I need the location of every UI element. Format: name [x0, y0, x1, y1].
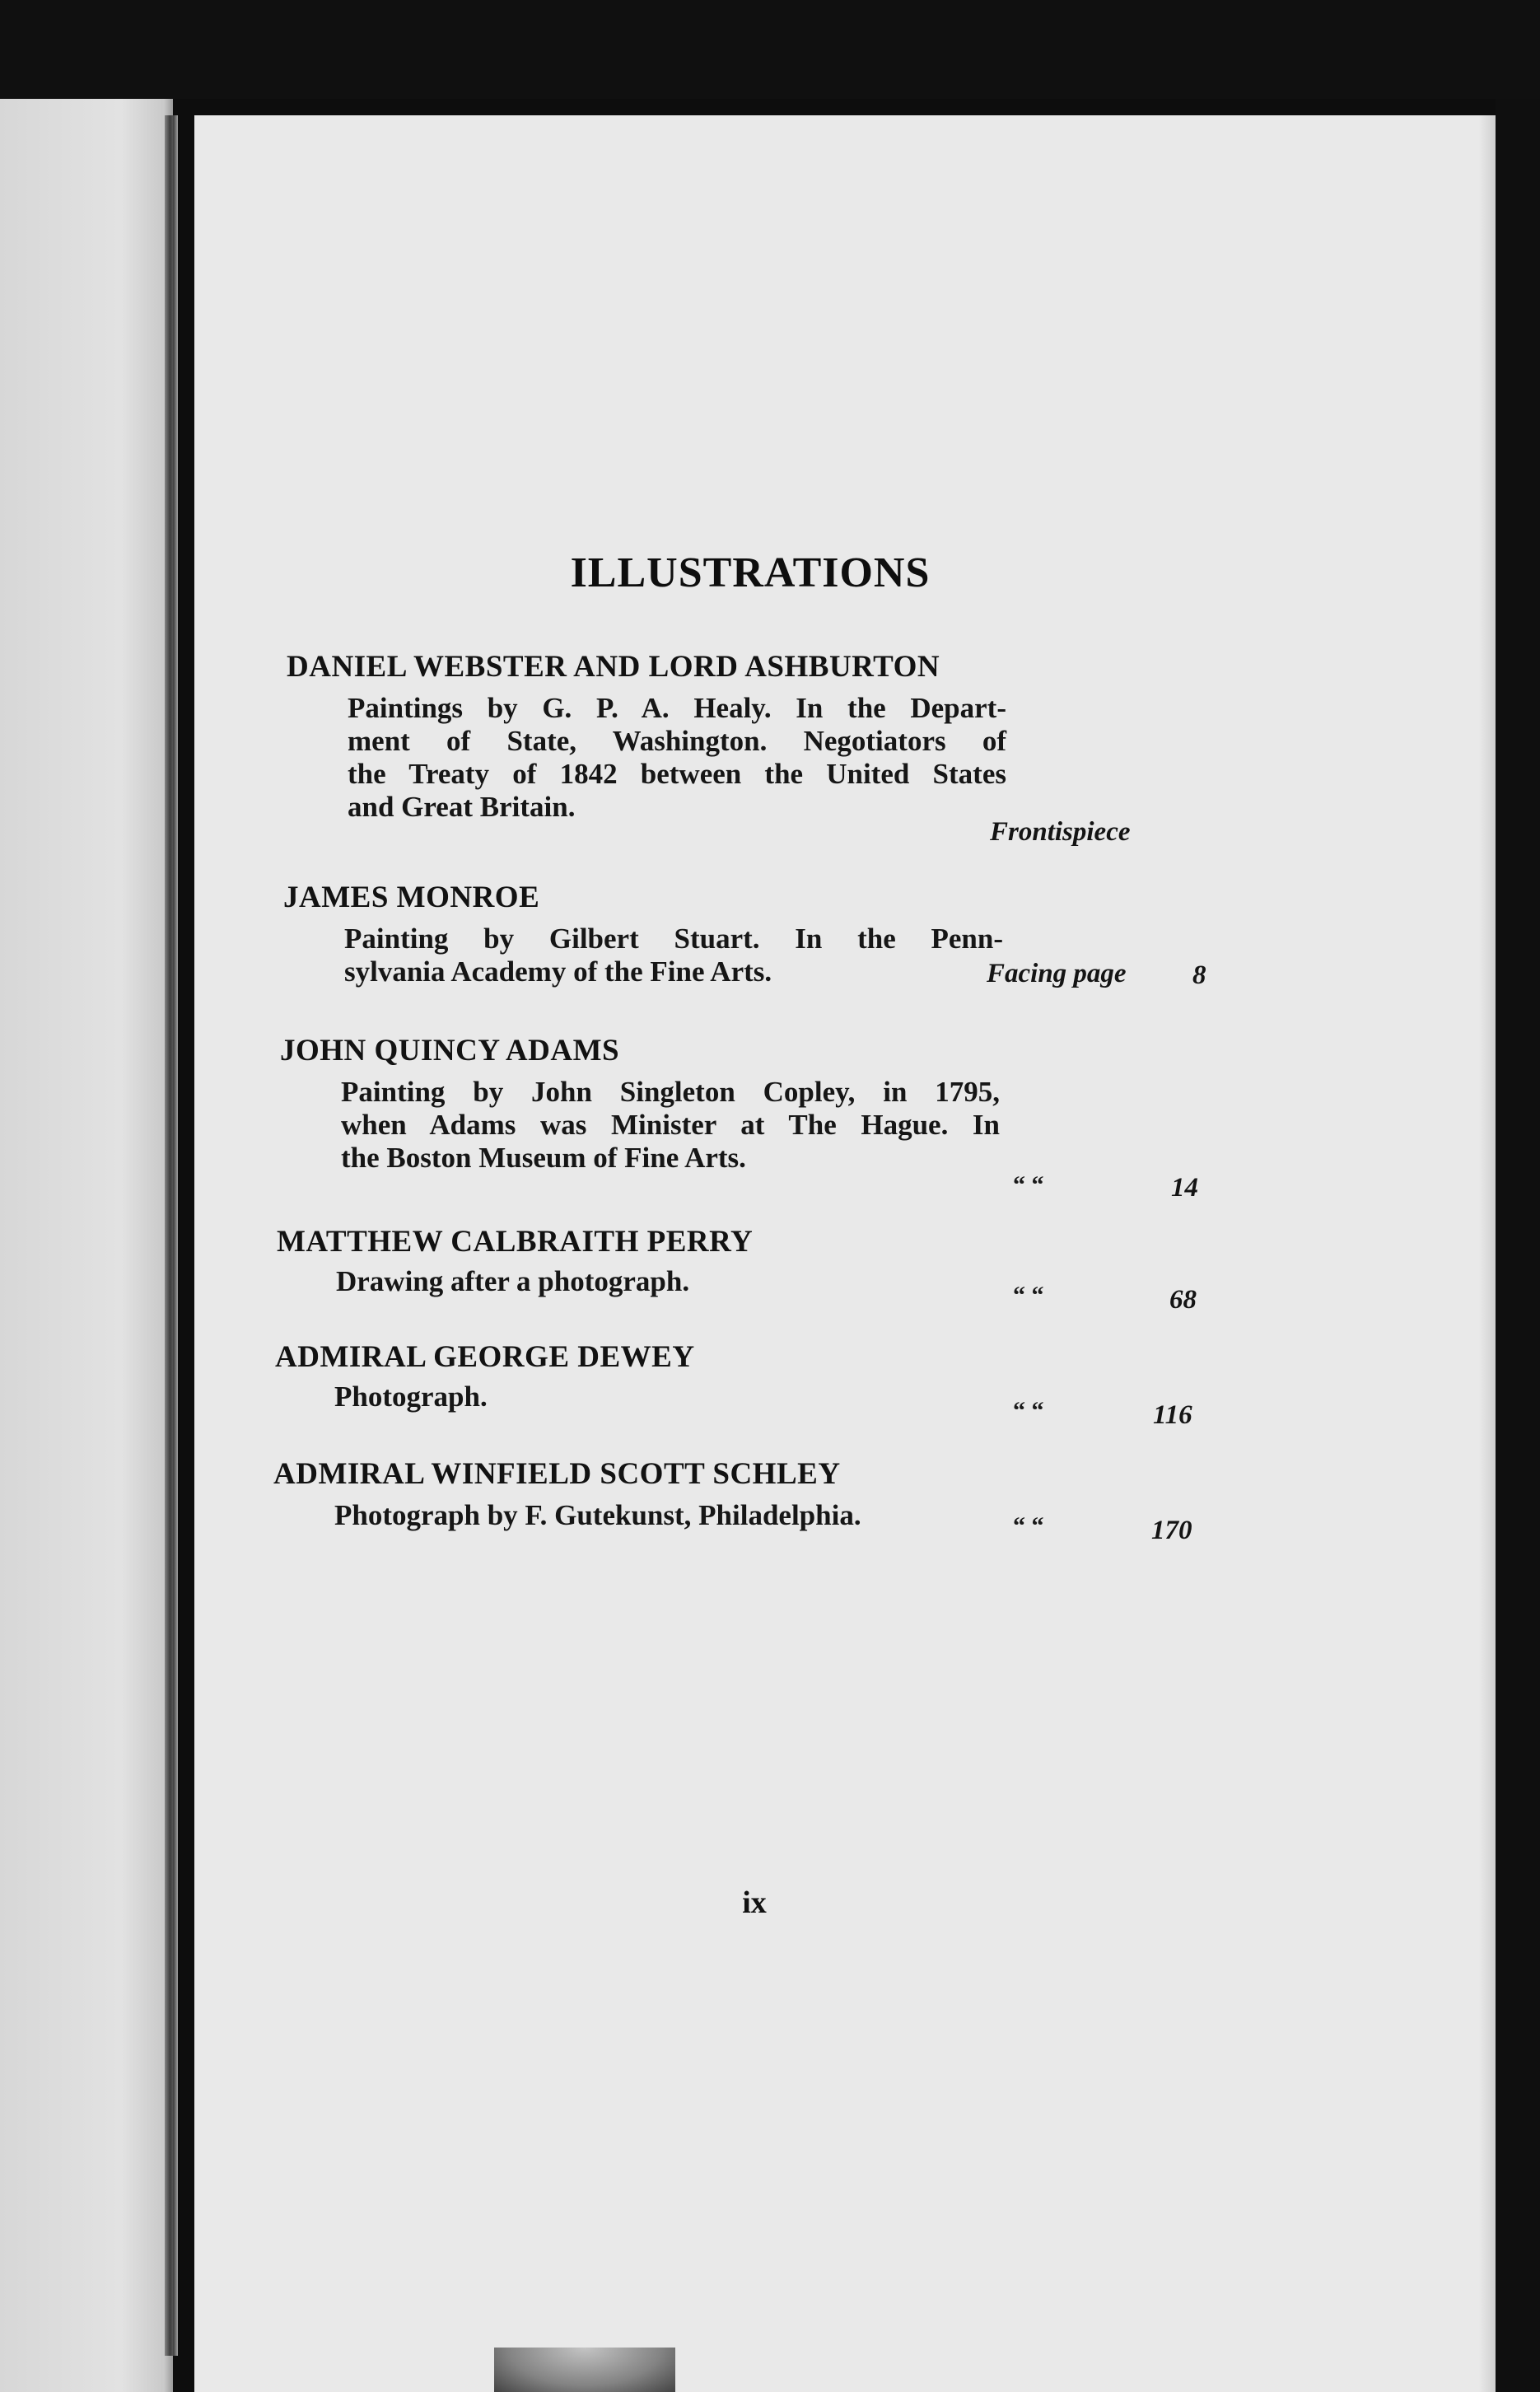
- frontispiece-label: Frontispiece: [990, 817, 1131, 847]
- description-line: the Boston Museum of Fine Arts.: [341, 1142, 746, 1174]
- scan-border-top: [0, 0, 1540, 99]
- entry-description: [341, 1076, 1000, 1175]
- page-number: 116: [1153, 1400, 1192, 1430]
- page-title: ILLUSTRATIONS: [570, 549, 931, 596]
- page-number: 8: [1192, 960, 1206, 990]
- description-line: Drawing after a photograph.: [336, 1265, 690, 1297]
- description-line: sylvania Academy of the Fine Arts.: [344, 955, 772, 988]
- page-number: 68: [1169, 1285, 1197, 1315]
- ditto-marks: “ “: [1013, 1171, 1044, 1198]
- description-line: Photograph.: [334, 1381, 488, 1413]
- facing-page-edge: [0, 99, 173, 2392]
- entry-description: [344, 923, 1003, 988]
- entry-description: [336, 1265, 995, 1298]
- description-line: Photograph by F. Gutekunst, Philadelphia.: [334, 1499, 861, 1531]
- entry-title: JAMES MONROE: [283, 881, 540, 914]
- ditto-marks: “ “: [1013, 1397, 1044, 1424]
- description-line: Painting by John Singleton Copley, in 1795,: [341, 1076, 1000, 1108]
- list-of-illustrations: [194, 115, 1496, 2392]
- page-number: 170: [1151, 1516, 1192, 1545]
- book-gutter: [165, 115, 178, 2356]
- facing-page-label: Facing page: [987, 959, 1127, 988]
- description-line: ment of State, Washington. Negotiators of: [348, 725, 1006, 757]
- description-line: when Adams was Minister at The Hague. In: [341, 1109, 1000, 1141]
- entry-title: ADMIRAL GEORGE DEWEY: [275, 1340, 695, 1374]
- description-line: Paintings by G. P. A. Healy. In the Depart-: [348, 692, 1006, 724]
- ditto-marks: “ “: [1013, 1512, 1044, 1539]
- ditto-marks: “ “: [1013, 1282, 1044, 1309]
- description-line: the Treaty of 1842 between the United States: [348, 758, 1006, 790]
- entry-title: JOHN QUINCY ADAMS: [280, 1034, 620, 1068]
- description-line: Painting by Gilbert Stuart. In the Penn-: [344, 923, 1003, 955]
- entry-description: [348, 692, 1006, 824]
- page-number: 14: [1171, 1173, 1198, 1203]
- scan-border-right: [1496, 99, 1540, 2392]
- entry-title: MATTHEW CALBRAITH PERRY: [277, 1225, 754, 1259]
- entry-description: [334, 1499, 993, 1532]
- page-folio: ix: [742, 1885, 767, 1920]
- entry-title: DANIEL WEBSTER AND LORD ASHBURTON: [287, 650, 940, 684]
- entry-description: [334, 1381, 993, 1413]
- description-line: and Great Britain.: [348, 791, 576, 823]
- entry-title: ADMIRAL WINFIELD SCOTT SCHLEY: [273, 1457, 841, 1491]
